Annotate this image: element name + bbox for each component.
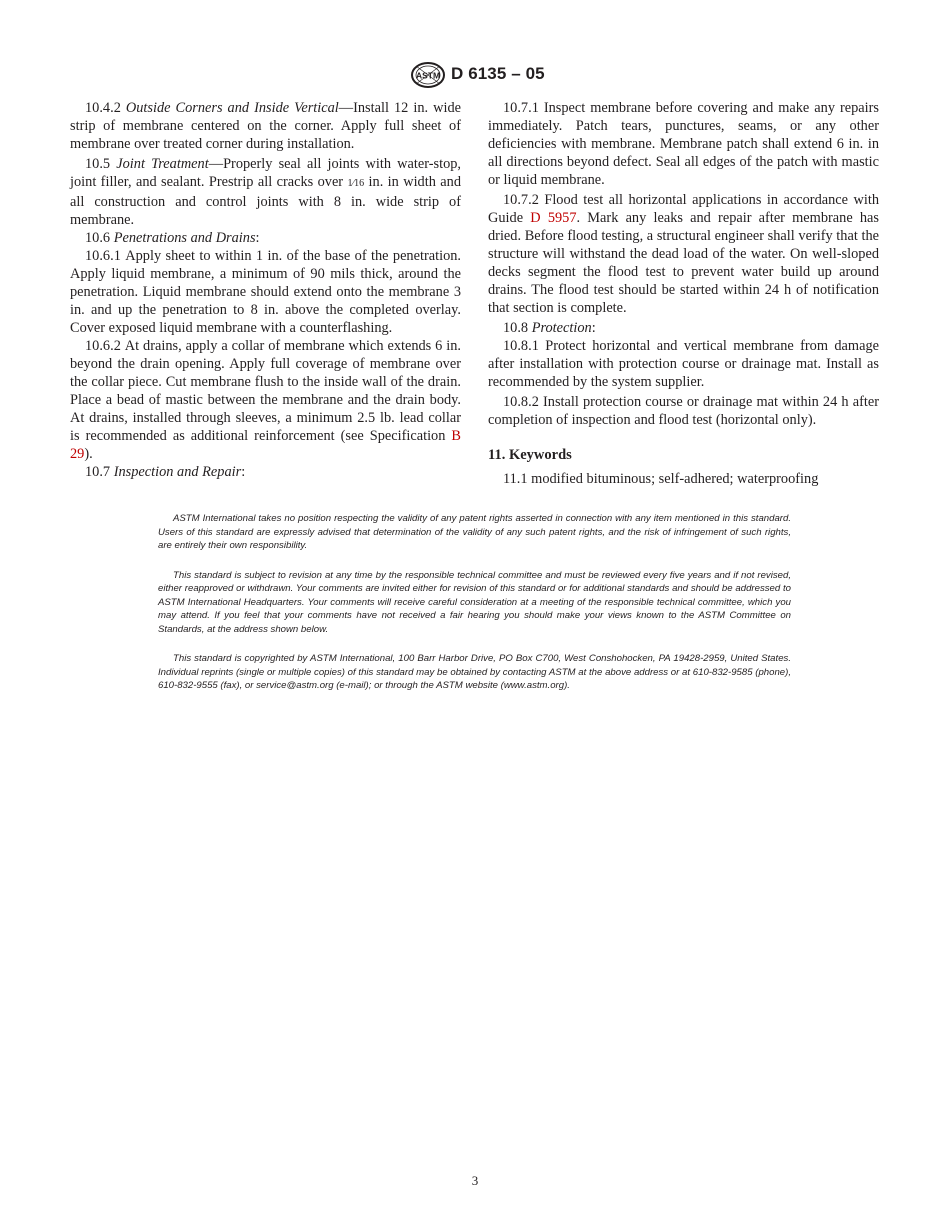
paragraph-11-1: 11.1 modified bituminous; self-adhered; waterproofing xyxy=(503,471,819,487)
page-header xyxy=(0,62,950,90)
astm-logo-icon xyxy=(410,62,446,88)
paragraph-10-7: 10.7 Inspection and Repair: xyxy=(85,464,246,480)
paragraph-10-8: 10.8 Protection: xyxy=(503,320,596,336)
paragraph-10-8-1: 10.8.1 Protect horizontal and vertical membrane from damage after installation with protection course or drainage mat. Install as recommended by the system supplier. xyxy=(488,338,879,390)
paragraph-10-7-1: 10.7.1 Inspect membrane before covering and make any repairs immediately. Patch tears, punctures, seams, or any other deficiencies with membrane. Membrane patch shall extend 6 in. in all directions beyond defect. Seal all edges of the patch with mastic or liquid membrane. xyxy=(488,100,879,188)
left-column xyxy=(70,99,461,481)
paragraph-10-6-1: 10.6.1 Apply sheet to within 1 in. of the base of the penetration. Apply liquid membrane, a minimum of 90 mils thick, around the penetration. Liquid membrane should extend onto the membrane 3 in. and up the penetration to 8 in. above the completed overlay. Cover exposed liquid membrane with a counterflashing. xyxy=(70,248,462,336)
reference-link-b29[interactable]: B 29 xyxy=(70,428,461,462)
section-heading-keywords: 11. Keywords xyxy=(488,447,572,463)
paragraph-10-7-2: 10.7.2 Flood test all horizontal applications in accordance with Guide D 5957. Mark any leaks and repair after membrane has dried. Before flood testing, a structural engineer shall verify that the structure will withstand the dead load of the water. On well-sloped decks segment the flood test to prevent water build up around drains. The flood test should be started within 24 h of notification that section is complete. xyxy=(488,192,880,316)
reference-link-d5957[interactable]: D 5957 xyxy=(530,210,577,226)
astm-logo-text: ASTM xyxy=(415,70,441,81)
notice-revision: This standard is subject to revision at any time by the responsible technical committee and must be reviewed every five years and if not revised, either reapproved or withdrawn. Your comments are invited either for revision of this standard or for additional standards and should be addressed to ASTM International Headquarters. Your comments will receive careful consideration at a meeting of the responsible technical committee, which you may attend. If you feel that your comments have not received a fair hearing you should make your views known to the ASTM Committee on Standards, at the address shown below. xyxy=(158,569,791,635)
notice-patent: ASTM International takes no position respecting the validity of any patent rights asserted in connection with any item mentioned in this standard. Users of this standard are expressly advised that determination of the validity of any such patent rights, and the risk of infringement of such rights, are entirely their own responsibility. xyxy=(158,513,791,551)
notice-copyright: This standard is copyrighted by ASTM International, 100 Barr Harbor Drive, PO Box C700, West Conshohocken, PA 19428-2959, United States. Individual reprints (single or multiple copies) of this standard may be obtained by contacting ASTM at the above address or at 610-832-9585 (phone), 610-832-9555 (fax), or service@astm.org (e-mail); or through the ASTM website (www.astm.org). xyxy=(158,653,791,691)
paragraph-10-4-2: 10.4.2 Outside Corners and Inside Vertical—Install 12 in. wide strip of membrane centered on the corner. Apply full sheet of membrane over treated corner during installation. xyxy=(70,100,461,152)
astm-notices xyxy=(158,512,791,709)
right-column xyxy=(488,99,879,488)
page-number: 3 xyxy=(471,1173,479,1188)
standard-designation: D 6135 – 05 xyxy=(451,64,545,83)
paragraph-10-8-2: 10.8.2 Install protection course or drainage mat within 24 h after completion of inspection and flood test (horizontal only). xyxy=(488,394,879,428)
paragraph-10-5: 10.5 Joint Treatment—Properly seal all joints with water-stop, joint filler, and sealant. Prestrip all cracks over 1⁄16 in. in width and all construction and control joints with 8 in. wide strip of membrane. xyxy=(70,156,461,228)
paragraph-10-6: 10.6 Penetrations and Drains: xyxy=(85,230,260,246)
paragraph-10-6-2: 10.6.2 At drains, apply a collar of membrane which extends 6 in. beyond the drain opening. Apply full coverage of membrane over the collar piece. Cut membrane flush to the inside wall of the drain. Place a bead of mastic between the membrane and the drain body. At drains, installed through sleeves, a minimum 2.5 lb. lead collar is recommended as additional reinforcement (see Specification B 29). xyxy=(70,338,462,462)
